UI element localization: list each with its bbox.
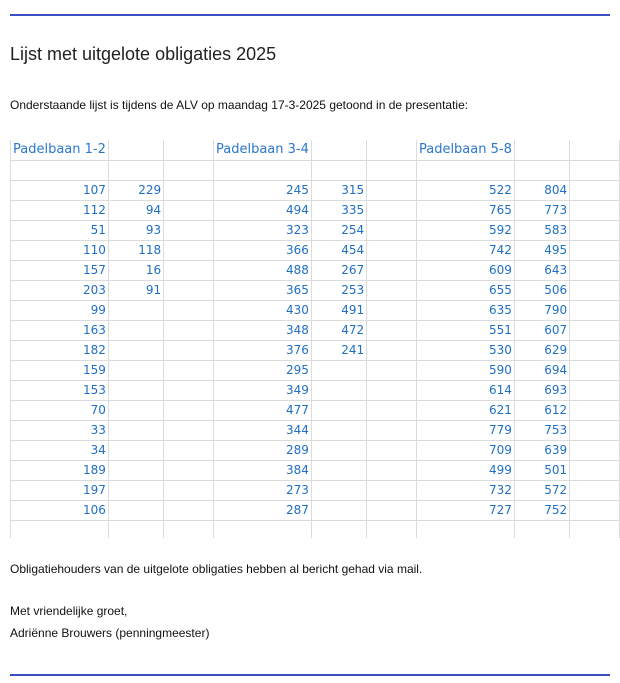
empty-cell: [164, 400, 214, 420]
bond-number-cell: 365: [213, 280, 311, 300]
header-row: [11, 140, 620, 160]
empty-cell: [164, 360, 214, 380]
empty-cell: [570, 260, 620, 280]
bond-number-cell: 607: [514, 320, 569, 340]
empty-cell: [367, 140, 417, 160]
bond-number-cell: 572: [514, 480, 569, 500]
table-row: [11, 240, 620, 260]
bond-number-cell: [311, 360, 366, 380]
empty-cell: [367, 340, 417, 360]
empty-cell: [367, 280, 417, 300]
empty-cell: [367, 320, 417, 340]
empty-cell: [570, 240, 620, 260]
bond-number-cell: [108, 300, 163, 320]
bond-number-cell: [108, 480, 163, 500]
group-label: Padelbaan 3-4: [213, 140, 311, 160]
bond-number-cell: 454: [311, 240, 366, 260]
empty-cell: [570, 160, 620, 180]
bond-number-cell: 349: [213, 380, 311, 400]
empty-cell: [570, 400, 620, 420]
bond-number-cell: [311, 400, 366, 420]
bond-number-cell: 727: [416, 500, 514, 520]
empty-cell: [514, 520, 569, 538]
bond-number-cell: 639: [514, 440, 569, 460]
empty-cell: [164, 180, 214, 200]
empty-cell: [367, 400, 417, 420]
page-title: Lijst met uitgelote obligaties 2025: [10, 44, 277, 64]
bond-number-cell: 376: [213, 340, 311, 360]
bond-number-cell: 253: [311, 280, 366, 300]
empty-cell: [311, 520, 366, 538]
bond-number-cell: 16: [108, 260, 163, 280]
bond-number-cell: [108, 420, 163, 440]
table-row: [11, 220, 620, 240]
bond-number-cell: 494: [213, 200, 311, 220]
empty-cell: [570, 500, 620, 520]
blank-row: [11, 160, 620, 180]
bond-number-cell: 245: [213, 180, 311, 200]
empty-cell: [11, 520, 109, 538]
bond-number-cell: 153: [11, 380, 109, 400]
bond-number-cell: 590: [416, 360, 514, 380]
bond-number-cell: 348: [213, 320, 311, 340]
bond-number-cell: 804: [514, 180, 569, 200]
empty-cell: [164, 200, 214, 220]
empty-cell: [570, 220, 620, 240]
empty-cell: [164, 380, 214, 400]
bond-number-cell: 629: [514, 340, 569, 360]
table-row: [11, 300, 620, 320]
bond-number-cell: 118: [108, 240, 163, 260]
bond-number-cell: 693: [514, 380, 569, 400]
empty-cell: [570, 320, 620, 340]
empty-cell: [570, 180, 620, 200]
intro-text: Onderstaande lijst is tijdens de ALV op maandag 17-3-2025 getoond in de presentatie:: [10, 98, 469, 112]
empty-cell: [367, 520, 417, 538]
bond-number-cell: [108, 360, 163, 380]
bond-number-cell: 491: [311, 300, 366, 320]
bond-number-cell: 99: [11, 300, 109, 320]
greeting-text: Met vriendelijke groet,: [10, 604, 128, 618]
empty-cell: [164, 160, 214, 180]
empty-cell: [570, 280, 620, 300]
empty-cell: [164, 240, 214, 260]
bond-number-cell: 344: [213, 420, 311, 440]
bond-number-cell: 254: [311, 220, 366, 240]
empty-cell: [367, 460, 417, 480]
bond-number-cell: 229: [108, 180, 163, 200]
bonds-table: [10, 140, 620, 538]
empty-cell: [367, 220, 417, 240]
bond-number-cell: 609: [416, 260, 514, 280]
empty-cell: [367, 180, 417, 200]
bond-number-cell: 742: [416, 240, 514, 260]
bond-number-cell: 753: [514, 420, 569, 440]
bond-number-cell: [311, 480, 366, 500]
bond-number-cell: 583: [514, 220, 569, 240]
bond-number-cell: 315: [311, 180, 366, 200]
empty-cell: [164, 300, 214, 320]
empty-cell: [570, 200, 620, 220]
empty-cell: [514, 160, 569, 180]
bond-number-cell: [108, 400, 163, 420]
empty-cell: [108, 160, 163, 180]
bond-number-cell: 709: [416, 440, 514, 460]
empty-cell: [570, 140, 620, 160]
bond-number-cell: 182: [11, 340, 109, 360]
bond-number-cell: 51: [11, 220, 109, 240]
empty-cell: [570, 480, 620, 500]
empty-cell: [213, 160, 311, 180]
empty-cell: [164, 320, 214, 340]
empty-cell: [514, 140, 569, 160]
bond-number-cell: 323: [213, 220, 311, 240]
table-row: [11, 180, 620, 200]
empty-cell: [367, 360, 417, 380]
bond-number-cell: 34: [11, 440, 109, 460]
table-row: [11, 320, 620, 340]
empty-cell: [164, 340, 214, 360]
bond-number-cell: 752: [514, 500, 569, 520]
bond-number-cell: 506: [514, 280, 569, 300]
empty-cell: [367, 420, 417, 440]
bond-number-cell: 203: [11, 280, 109, 300]
empty-cell: [164, 500, 214, 520]
empty-cell: [367, 440, 417, 460]
empty-cell: [570, 420, 620, 440]
empty-cell: [164, 440, 214, 460]
bond-number-cell: 112: [11, 200, 109, 220]
table-row: [11, 460, 620, 480]
bond-number-cell: [108, 460, 163, 480]
empty-cell: [311, 160, 366, 180]
bond-number-cell: 289: [213, 440, 311, 460]
table-row: [11, 400, 620, 420]
empty-cell: [164, 480, 214, 500]
bond-number-cell: 477: [213, 400, 311, 420]
bond-number-cell: 501: [514, 460, 569, 480]
bond-number-cell: 643: [514, 260, 569, 280]
bond-number-cell: 93: [108, 220, 163, 240]
empty-cell: [367, 300, 417, 320]
bond-number-cell: 106: [11, 500, 109, 520]
bond-number-cell: [311, 420, 366, 440]
table-row: [11, 280, 620, 300]
bond-number-cell: 472: [311, 320, 366, 340]
trailing-row: [11, 520, 620, 538]
empty-cell: [367, 200, 417, 220]
notification-text: Obligatiehouders van de uitgelote obligaties hebben al bericht gehad via mail.: [10, 562, 423, 576]
bond-number-cell: 70: [11, 400, 109, 420]
bond-number-cell: [311, 440, 366, 460]
empty-cell: [311, 140, 366, 160]
bond-number-cell: 287: [213, 500, 311, 520]
empty-cell: [164, 420, 214, 440]
table-row: [11, 480, 620, 500]
empty-cell: [164, 220, 214, 240]
empty-cell: [367, 160, 417, 180]
bond-number-cell: 159: [11, 360, 109, 380]
empty-cell: [570, 300, 620, 320]
bond-number-cell: 773: [514, 200, 569, 220]
empty-cell: [108, 140, 163, 160]
bond-number-cell: 790: [514, 300, 569, 320]
bond-number-cell: 430: [213, 300, 311, 320]
empty-cell: [416, 520, 514, 538]
bond-number-cell: 197: [11, 480, 109, 500]
empty-cell: [570, 520, 620, 538]
table-row: [11, 360, 620, 380]
bond-number-cell: 614: [416, 380, 514, 400]
bond-number-cell: [311, 380, 366, 400]
bond-number-cell: 635: [416, 300, 514, 320]
bond-number-cell: 495: [514, 240, 569, 260]
empty-cell: [570, 340, 620, 360]
bond-number-cell: 694: [514, 360, 569, 380]
empty-cell: [570, 360, 620, 380]
bottom-divider: [10, 674, 610, 676]
bond-number-cell: [108, 340, 163, 360]
table-row: [11, 420, 620, 440]
bond-number-cell: 157: [11, 260, 109, 280]
empty-cell: [108, 520, 163, 538]
bond-number-cell: 335: [311, 200, 366, 220]
bond-number-cell: 163: [11, 320, 109, 340]
bond-number-cell: [108, 320, 163, 340]
bond-number-cell: 765: [416, 200, 514, 220]
group-label: Padelbaan 1-2: [11, 140, 109, 160]
empty-cell: [164, 280, 214, 300]
empty-cell: [164, 460, 214, 480]
signature-text: Adriënne Brouwers (penningmeester): [10, 626, 210, 640]
empty-cell: [213, 520, 311, 538]
bond-number-cell: 241: [311, 340, 366, 360]
table-row: [11, 380, 620, 400]
bond-number-cell: 91: [108, 280, 163, 300]
bond-number-cell: 110: [11, 240, 109, 260]
bond-number-cell: 499: [416, 460, 514, 480]
bond-number-cell: 612: [514, 400, 569, 420]
bond-number-cell: 273: [213, 480, 311, 500]
empty-cell: [367, 260, 417, 280]
empty-cell: [164, 260, 214, 280]
empty-cell: [367, 480, 417, 500]
bond-number-cell: 267: [311, 260, 366, 280]
bond-number-cell: 295: [213, 360, 311, 380]
empty-cell: [367, 240, 417, 260]
bond-number-cell: [311, 500, 366, 520]
bond-number-cell: 366: [213, 240, 311, 260]
bond-number-cell: [108, 440, 163, 460]
bond-number-cell: 779: [416, 420, 514, 440]
table-row: [11, 500, 620, 520]
bond-number-cell: 530: [416, 340, 514, 360]
table-row: [11, 340, 620, 360]
group-label: Padelbaan 5-8: [416, 140, 514, 160]
empty-cell: [570, 460, 620, 480]
empty-cell: [164, 140, 214, 160]
table-row: [11, 440, 620, 460]
empty-cell: [570, 380, 620, 400]
empty-cell: [416, 160, 514, 180]
bond-number-cell: [108, 500, 163, 520]
bond-number-cell: 488: [213, 260, 311, 280]
bond-number-cell: 655: [416, 280, 514, 300]
empty-cell: [367, 500, 417, 520]
table-row: [11, 260, 620, 280]
bond-number-cell: 189: [11, 460, 109, 480]
bond-number-cell: 522: [416, 180, 514, 200]
bond-number-cell: 384: [213, 460, 311, 480]
bond-number-cell: 94: [108, 200, 163, 220]
bond-number-cell: 621: [416, 400, 514, 420]
empty-cell: [367, 380, 417, 400]
table-row: [11, 200, 620, 220]
empty-cell: [164, 520, 214, 538]
bond-number-cell: 107: [11, 180, 109, 200]
bond-number-cell: 33: [11, 420, 109, 440]
bonds-spreadsheet: [10, 140, 620, 538]
bond-number-cell: 551: [416, 320, 514, 340]
bond-number-cell: 592: [416, 220, 514, 240]
bond-number-cell: [108, 380, 163, 400]
bond-number-cell: 732: [416, 480, 514, 500]
empty-cell: [570, 440, 620, 460]
top-divider: [10, 14, 610, 16]
empty-cell: [11, 160, 109, 180]
bond-number-cell: [311, 460, 366, 480]
